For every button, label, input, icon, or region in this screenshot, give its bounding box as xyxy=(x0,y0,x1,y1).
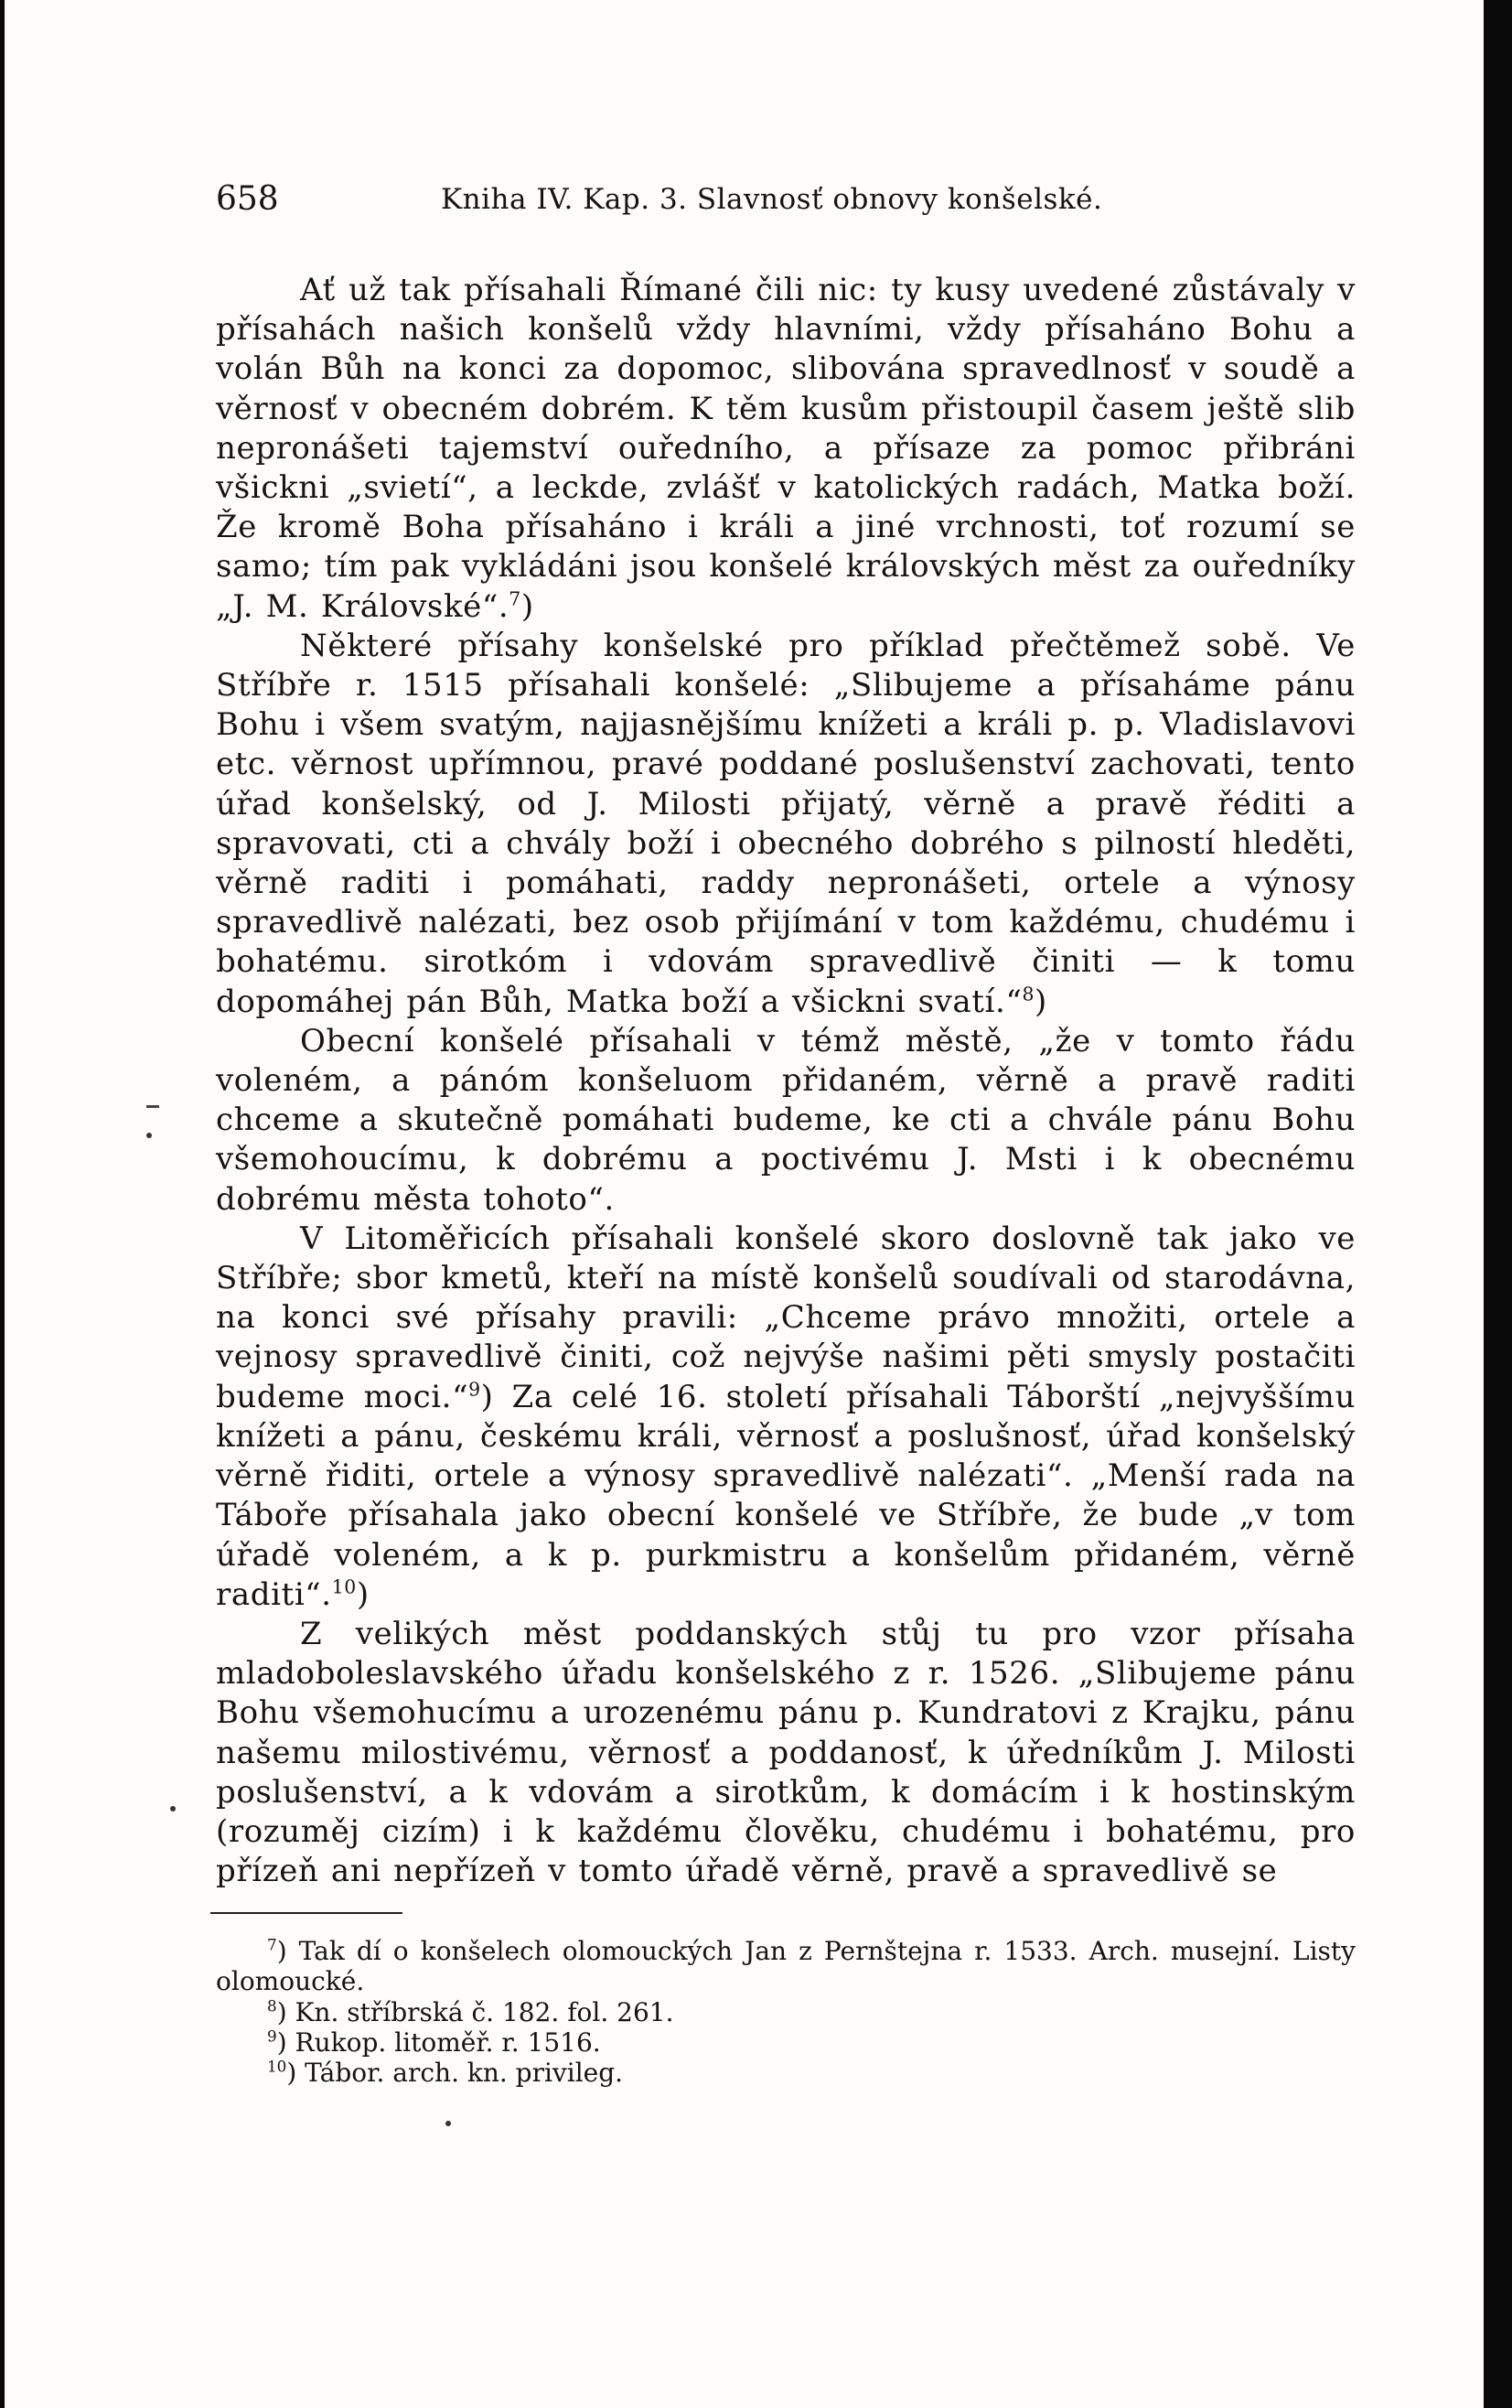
footnote-divider xyxy=(210,1912,402,1914)
footnote-ref-10: 10 xyxy=(331,1575,357,1598)
footnote-ref-8: 8 xyxy=(1022,983,1035,1005)
page-number: 658 xyxy=(216,180,279,218)
margin-mark xyxy=(445,2121,451,2126)
footnote-7: $^7$) Tak dí o konšelech olomouckých Jan z Pernštejna r. 1533. Arch. museјní. Listy olomoucké. xyxy=(216,1935,1356,1997)
page-header xyxy=(216,177,1356,221)
paragraph-2: Některé přísahy konšelské pro příklad přečtěmež sobě. Ve Stříbře r. 1515 přísahali konšelé: „Slibujeme a přísaháme pánu Bohu i všem svatým, najjasnějšímu knížeti a králi p. p. Vladislavovi etc. věrnost upřímnou, pravé poddané poslušenství zachovati, tento úřad konšelský, od J. Milosti přijatý, věrně a pravě řéditi a spravovati, cti a chvály boží i obecného dobrého s pilností hleděti, věrně raditi i pomáhati, raddy nepronášeti, ortele a výnosy spravedlivě nalézati, bez osob přijímání v tom každému, chudému i bohatému. sirotkóm i vdovám spravedlivě činiti — k tomu dopomáhej pán Bůh, Matka boží a všickni svatí.“$^8$) xyxy=(216,627,1356,1020)
scan-edge-left xyxy=(0,0,5,2408)
scan-edge-right xyxy=(1484,0,1512,2408)
footnotes xyxy=(216,1936,1356,2088)
body-text xyxy=(216,271,1356,1891)
footnote-ref-7: 7 xyxy=(509,587,521,610)
footnote-9: $^9$) Rukop. litoměř. r. 1516. xyxy=(267,2026,601,2058)
paragraph-5: Z velikých měst poddanských stůj tu pro vzor přísaha mladoboleslavského úřadu konšelského z r. 1526. „Slibujeme pánu Bohu všemohucímu a urozenému pánu p. Kundratovi z Krajku, pánu našemu milostivému, věrnosť a poddanosť, k úředníkům J. Milosti poslušenství, a k vdovám a sirotkům, k domácím i k hostinským (rozuměj cizím) i k každému člověku, chudému i bohatému, pro přízeň ani nepřízeň v tomto úřadě věrně, pravě a spravedlivě se xyxy=(216,1615,1356,1890)
margin-mark xyxy=(146,1133,152,1138)
footnote-ref-9: 9 xyxy=(468,1378,481,1401)
footnote-8: $^8$) Kn. stříbrská č. 182. fol. 261. xyxy=(267,1996,674,2027)
paragraph-1: Ať už tak přísahali Římané čili nic: ty kusy uvedené zůstávaly v přísahách našich konšelů vždy hlavními, vždy přísaháno Bohu a volán Bůh na konci za dopomoc, slibována spravedlnosť v soudě a věrnosť v obecném dobrém. K těm kusům přistoupil časem ještě slib nepronášeti tajemství ouředního, a přísaze za pomoc přibráni všickni „svietí“, a leckde, zvlášť v katolických radách, Matka boží. Že kromě Boha přísaháno i králi a jiné vrchnosti, toť rozumí se samo; tím pak vykládáni jsou konšelé královských měst za ouředníky „J. M. Královské“.$^7$) xyxy=(216,272,1356,625)
paragraph-4: V Litoměřicích přísahali konšelé skoro doslovně tak jako ve Stříbře; sbor kmetů, kteří na místě konšelů soudívali od starodávna, na konci své přísahy pravili: „Chceme právo množiti, ortele a vejnosy spravedlivě činiti, což nejvýše našimi pěti smysly postačiti budeme moci.“$^9$) Za celé 16. století přísahali Táborští „nejvyššímu knížeti a pánu, českému králi, věrnosť a poslušnosť, úřad konšelský věrně řiditi, ortele a výnosy spravedlivě nalézati“. „Menší rada na Táboře přísahala jako obecní konšelé ve Stříbře, že bude „v tom úřadě voleném, a k p. purkmistru a konšelům přidaném, věrně raditi“.$^{10}$) xyxy=(216,1220,1356,1613)
margin-mark xyxy=(170,1806,176,1811)
running-head: Kniha IV. Kap. 3. Slavnosť obnovy konšelské. xyxy=(441,183,1103,216)
margin-mark xyxy=(146,1105,159,1108)
paragraph-3: Obecní konšelé přísahali v témž městě, „že v tomto řádu voleném, a pánóm konšeluom přidaném, věrně a pravě raditi chceme a skutečně pomáhati budeme, ke cti a chvále pánu Bohu všemohoucímu, k dobrému a poctivému J. Msti i k obecnému dobrému města tohoto“. xyxy=(216,1022,1356,1218)
footnote-10: $^{10}$) Tábor. arch. kn. privileg. xyxy=(267,2057,624,2089)
